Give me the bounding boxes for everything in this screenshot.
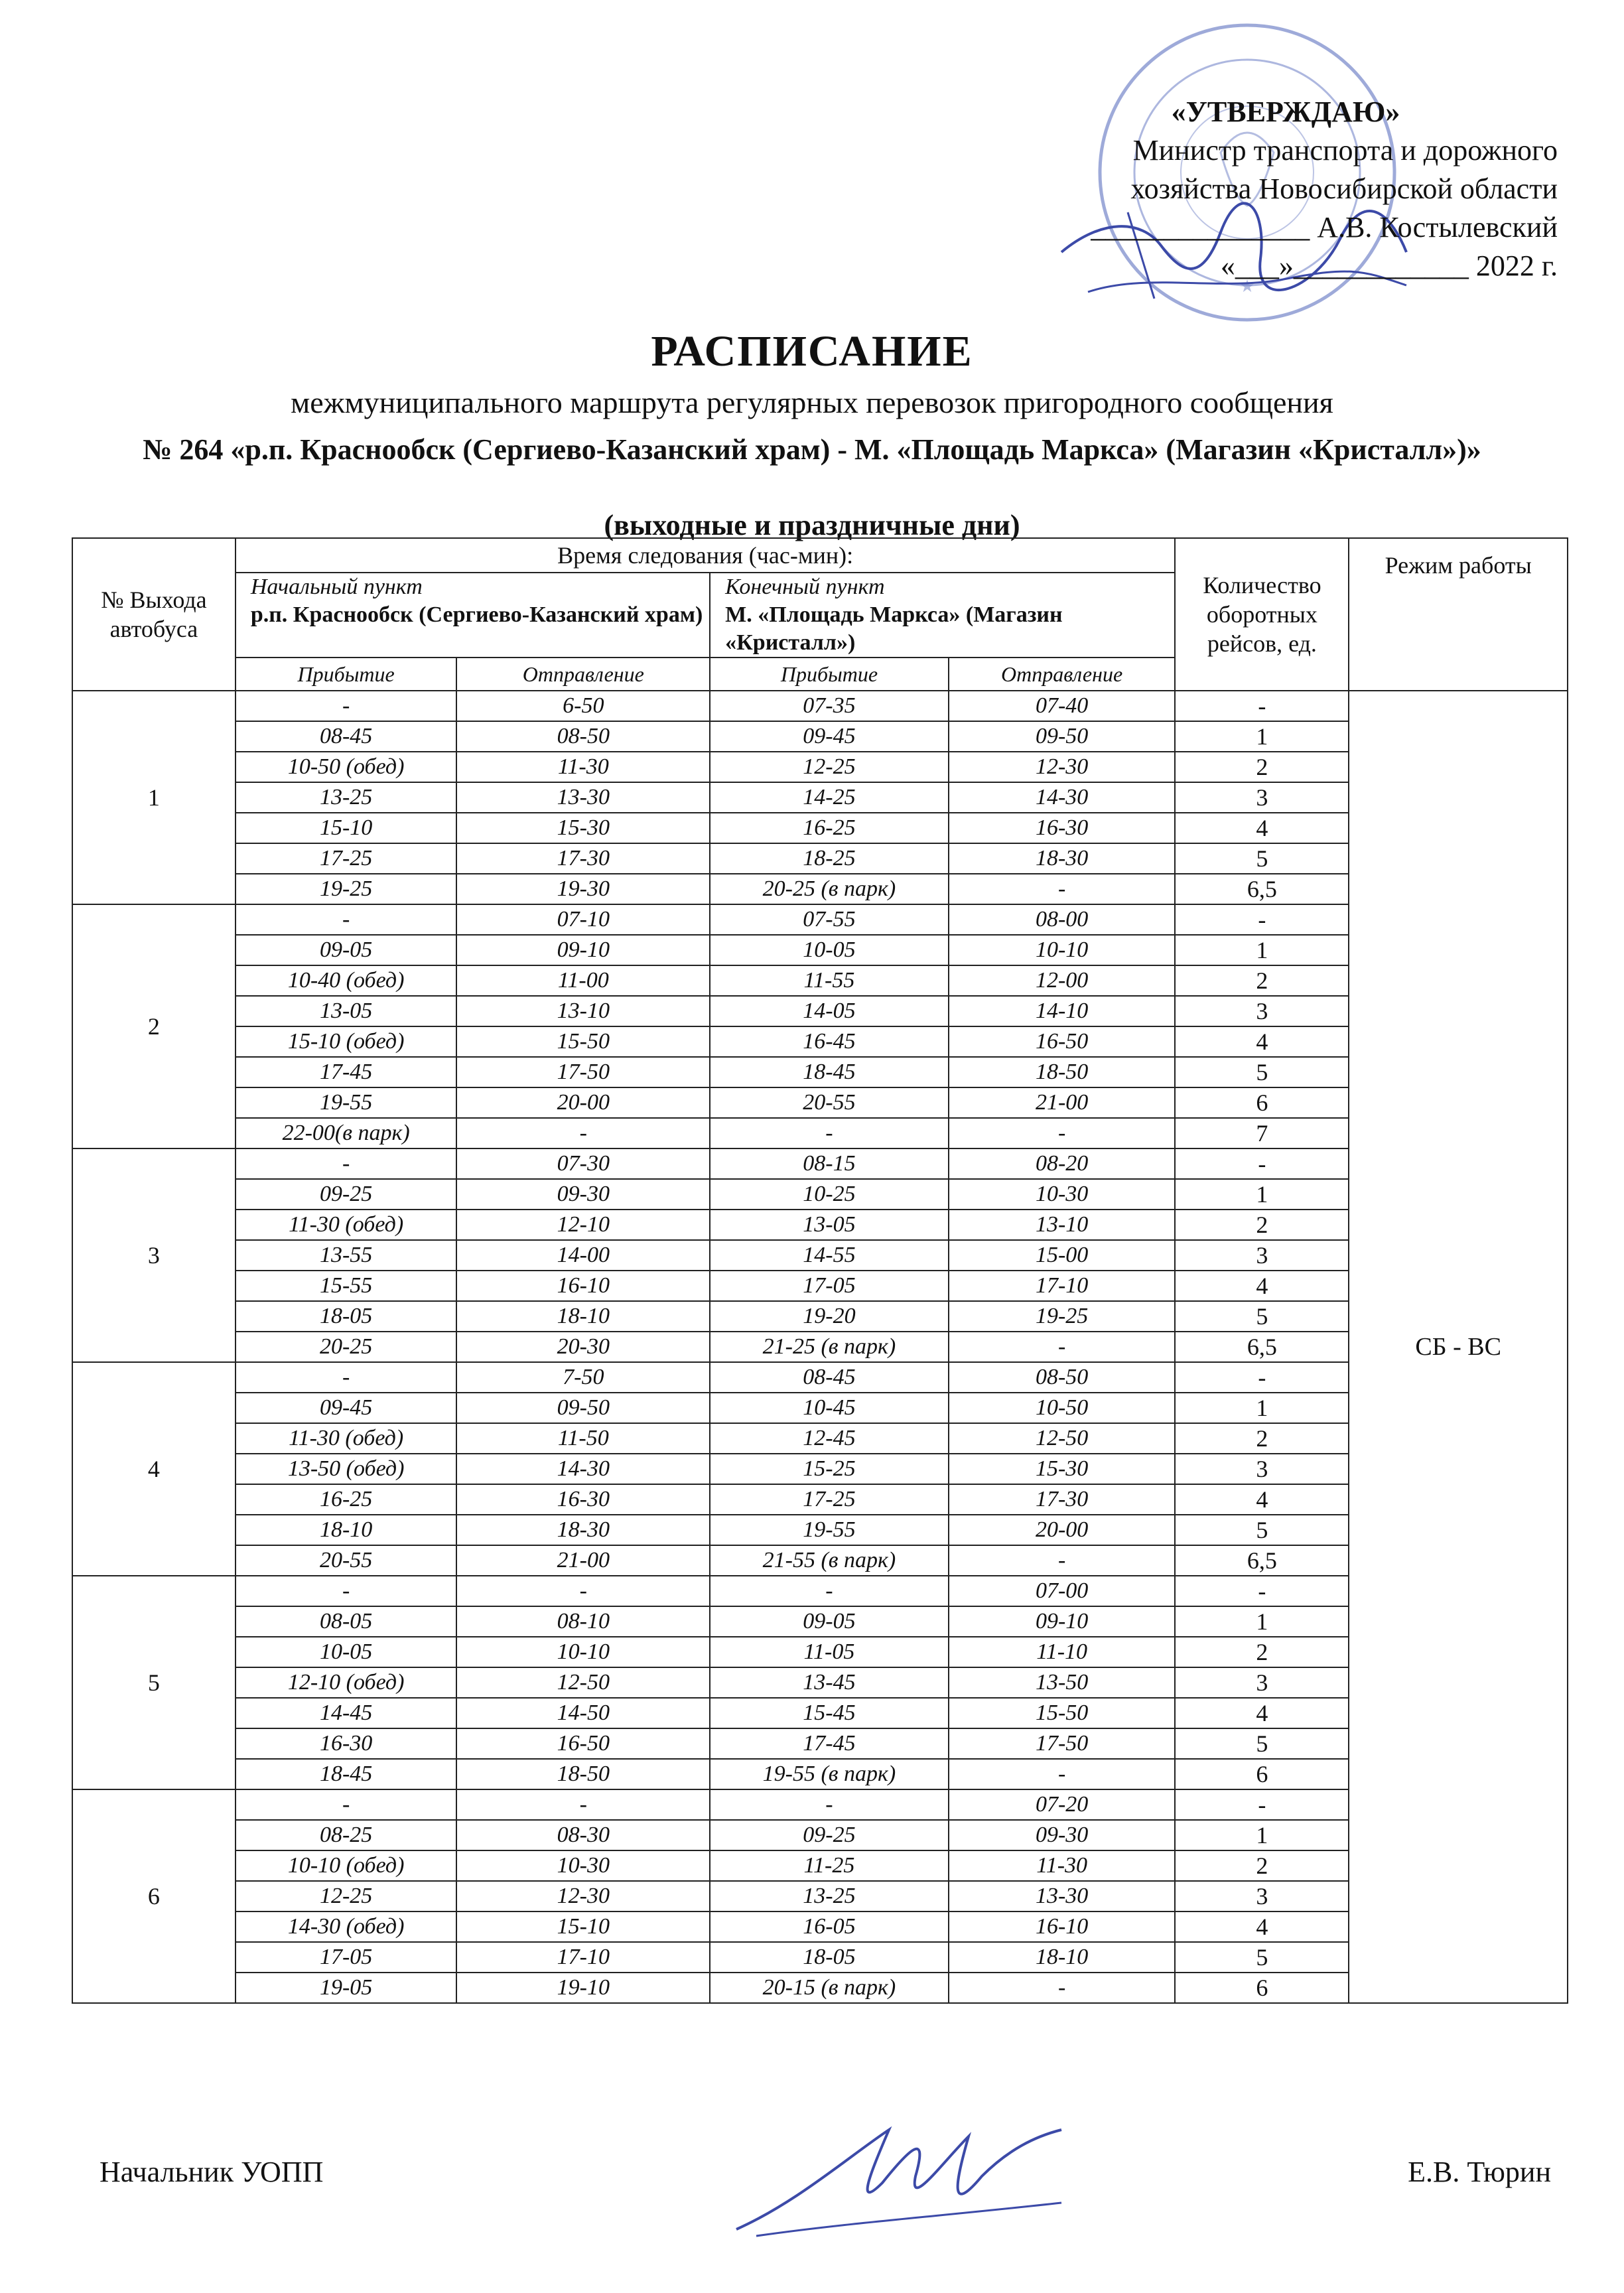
end-departure-cell: 12-50 [949, 1423, 1176, 1454]
start-departure-cell: 18-10 [456, 1301, 710, 1332]
start-arrival-cell: 12-25 [236, 1881, 457, 1911]
end-arrival-cell: 17-45 [710, 1728, 949, 1759]
trip-count-cell: 1 [1175, 1179, 1349, 1210]
start-arrival-cell: 15-55 [236, 1271, 457, 1301]
subheader-end-arrival: Прибытие [710, 658, 949, 691]
end-arrival-cell: 09-45 [710, 721, 949, 752]
start-departure-cell: 17-50 [456, 1057, 710, 1087]
start-departure-cell: 14-30 [456, 1454, 710, 1484]
end-arrival-cell: 09-05 [710, 1606, 949, 1637]
start-arrival-cell: 11-30 (обед) [236, 1210, 457, 1240]
start-departure-cell: 7-50 [456, 1362, 710, 1393]
trip-count-cell: 4 [1175, 1271, 1349, 1301]
bus-number-cell: 2 [72, 904, 236, 1148]
end-departure-cell: - [949, 1545, 1176, 1576]
end-arrival-cell: - [710, 1576, 949, 1606]
trip-count-cell: 4 [1175, 813, 1349, 843]
table-row [72, 1881, 1568, 1911]
header-start-point [236, 573, 710, 658]
trip-count-cell: 6,5 [1175, 1332, 1349, 1362]
start-departure-cell: 08-30 [456, 1820, 710, 1850]
start-departure-cell: 20-00 [456, 1087, 710, 1118]
start-arrival-cell: 09-05 [236, 935, 457, 965]
end-departure-cell: - [949, 874, 1176, 904]
start-departure-cell: 11-00 [456, 965, 710, 996]
table-row [72, 691, 1568, 721]
start-arrival-cell: 20-25 [236, 1332, 457, 1362]
table-row [72, 965, 1568, 996]
start-departure-cell: 12-30 [456, 1881, 710, 1911]
end-arrival-cell: 18-05 [710, 1942, 949, 1973]
end-arrival-cell: 11-55 [710, 965, 949, 996]
end-arrival-cell: 07-55 [710, 904, 949, 935]
start-departure-cell: 15-50 [456, 1026, 710, 1057]
start-departure-cell: 08-50 [456, 721, 710, 752]
start-departure-cell: 18-30 [456, 1515, 710, 1545]
end-departure-cell: 16-10 [949, 1911, 1176, 1942]
table-row [72, 1545, 1568, 1576]
end-arrival-cell: - [710, 1118, 949, 1148]
start-departure-cell: 11-50 [456, 1423, 710, 1454]
start-departure-cell: 19-10 [456, 1973, 710, 2003]
start-arrival-cell: 12-10 (обед) [236, 1667, 457, 1698]
trip-count-cell: 2 [1175, 1423, 1349, 1454]
head-signature [716, 2103, 1088, 2249]
end-point-name: М. «Площадь Маркса» (Магазин «Кристалл») [725, 602, 1063, 655]
start-arrival-cell: - [236, 1789, 457, 1820]
end-departure-cell: 08-20 [949, 1148, 1176, 1179]
trip-count-cell: 5 [1175, 843, 1349, 874]
header-trip-count: Количество оборотных рейсов, ед. [1175, 538, 1349, 691]
table-row [72, 1667, 1568, 1698]
end-arrival-cell: 19-55 (в парк) [710, 1759, 949, 1789]
end-departure-cell: - [949, 1973, 1176, 2003]
start-arrival-cell: 16-25 [236, 1484, 457, 1515]
bus-number-cell: 6 [72, 1789, 236, 2003]
start-point-name: р.п. Краснообск (Сергиево-Казанский храм) [250, 602, 703, 627]
end-arrival-cell: 21-25 (в парк) [710, 1332, 949, 1362]
trip-count-cell: - [1175, 1148, 1349, 1179]
end-arrival-cell: 10-25 [710, 1179, 949, 1210]
trip-count-cell: 4 [1175, 1911, 1349, 1942]
end-arrival-cell: 16-25 [710, 813, 949, 843]
start-arrival-cell: - [236, 1576, 457, 1606]
trip-count-cell: 2 [1175, 1850, 1349, 1881]
table-row [72, 1362, 1568, 1393]
start-arrival-cell: 13-50 (обед) [236, 1454, 457, 1484]
table-row [72, 1973, 1568, 2003]
start-arrival-cell: - [236, 1362, 457, 1393]
end-arrival-cell: 13-45 [710, 1667, 949, 1698]
table-row [72, 1301, 1568, 1332]
end-point-label: Конечный пункт [725, 575, 885, 599]
table-row [72, 1911, 1568, 1942]
end-arrival-cell: 11-05 [710, 1637, 949, 1667]
end-arrival-cell: 11-25 [710, 1850, 949, 1881]
approval-line-2: хозяйства Новосибирской области [1130, 173, 1558, 205]
start-departure-cell: 17-10 [456, 1942, 710, 1973]
trip-count-cell: 1 [1175, 1820, 1349, 1850]
end-arrival-cell: 19-20 [710, 1301, 949, 1332]
document-subtitle: межмуниципального маршрута регулярных перевозок пригородного сообщения [291, 385, 1333, 419]
start-departure-cell: 08-10 [456, 1606, 710, 1637]
start-departure-cell: 12-10 [456, 1210, 710, 1240]
end-departure-cell: 20-00 [949, 1515, 1176, 1545]
table-row [72, 1515, 1568, 1545]
trip-count-cell: 5 [1175, 1728, 1349, 1759]
table-row [72, 1210, 1568, 1240]
start-arrival-cell: 18-05 [236, 1301, 457, 1332]
trip-count-cell: - [1175, 1362, 1349, 1393]
end-arrival-cell: 17-25 [710, 1484, 949, 1515]
trip-count-cell: 1 [1175, 1393, 1349, 1423]
start-departure-cell: 07-30 [456, 1148, 710, 1179]
trip-count-cell: 3 [1175, 1454, 1349, 1484]
end-arrival-cell: 20-25 (в парк) [710, 874, 949, 904]
end-departure-cell: 08-00 [949, 904, 1176, 935]
start-departure-cell: 16-10 [456, 1271, 710, 1301]
start-arrival-cell: 13-25 [236, 782, 457, 813]
trip-count-cell: 3 [1175, 1881, 1349, 1911]
start-arrival-cell: 17-45 [236, 1057, 457, 1087]
trip-count-cell: 5 [1175, 1057, 1349, 1087]
bus-number-cell: 5 [72, 1576, 236, 1789]
route-name: № 264 «р.п. Краснообск (Сергиево-Казанский храм) - М. «Площадь Маркса» (Магазин «Кристалл»)» [143, 433, 1481, 466]
table-row [72, 1087, 1568, 1118]
trip-count-cell: 7 [1175, 1118, 1349, 1148]
trip-count-cell: 3 [1175, 1667, 1349, 1698]
start-arrival-cell: 10-40 (обед) [236, 965, 457, 996]
start-departure-cell: 09-30 [456, 1179, 710, 1210]
end-departure-cell: 10-50 [949, 1393, 1176, 1423]
end-departure-cell: 17-50 [949, 1728, 1176, 1759]
table-row [72, 843, 1568, 874]
end-arrival-cell: 10-05 [710, 935, 949, 965]
trip-count-cell: 6 [1175, 1973, 1349, 2003]
start-arrival-cell: 10-10 (обед) [236, 1850, 457, 1881]
table-row [72, 782, 1568, 813]
table-row [72, 1576, 1568, 1606]
subheader-start-departure: Отправление [456, 658, 710, 691]
trip-count-cell: 3 [1175, 996, 1349, 1026]
trip-count-cell: 5 [1175, 1515, 1349, 1545]
trip-count-cell: - [1175, 904, 1349, 935]
table-row [72, 1148, 1568, 1179]
trip-count-cell: 5 [1175, 1942, 1349, 1973]
start-departure-cell: 11-30 [456, 752, 710, 782]
start-arrival-cell: 08-45 [236, 721, 457, 752]
end-departure-cell: 07-20 [949, 1789, 1176, 1820]
start-arrival-cell: 18-10 [236, 1515, 457, 1545]
end-arrival-cell: 21-55 (в парк) [710, 1545, 949, 1576]
approval-line-3: _______________ А.В. Костылевский [1091, 211, 1558, 243]
end-departure-cell: 14-10 [949, 996, 1176, 1026]
end-arrival-cell: 13-05 [710, 1210, 949, 1240]
trip-count-cell: 1 [1175, 721, 1349, 752]
start-departure-cell: 16-50 [456, 1728, 710, 1759]
start-arrival-cell: 15-10 [236, 813, 457, 843]
trip-count-cell: 2 [1175, 1210, 1349, 1240]
end-arrival-cell: 15-25 [710, 1454, 949, 1484]
end-departure-cell: 10-30 [949, 1179, 1176, 1210]
end-departure-cell: 12-30 [949, 752, 1176, 782]
start-point-label: Начальный пункт [250, 575, 423, 599]
trip-count-cell: 4 [1175, 1026, 1349, 1057]
subheader-start-arrival: Прибытие [236, 658, 457, 691]
end-arrival-cell: 19-55 [710, 1515, 949, 1545]
end-departure-cell: 18-10 [949, 1942, 1176, 1973]
start-departure-cell: 14-00 [456, 1240, 710, 1271]
end-arrival-cell: 13-25 [710, 1881, 949, 1911]
start-departure-cell: - [456, 1576, 710, 1606]
start-departure-cell: 15-30 [456, 813, 710, 843]
start-arrival-cell: - [236, 1148, 457, 1179]
table-row [72, 996, 1568, 1026]
end-departure-cell: 10-10 [949, 935, 1176, 965]
table-row [72, 721, 1568, 752]
footer-name: Е.В. Тюрин [1408, 2156, 1551, 2188]
end-departure-cell: - [949, 1332, 1176, 1362]
table-row [72, 1698, 1568, 1728]
start-arrival-cell: 22-00(в парк) [236, 1118, 457, 1148]
start-departure-cell: 16-30 [456, 1484, 710, 1515]
bus-number-cell: 3 [72, 1148, 236, 1362]
table-row [72, 1820, 1568, 1850]
start-arrival-cell: - [236, 904, 457, 935]
trip-count-cell: - [1175, 1576, 1349, 1606]
end-arrival-cell: 14-05 [710, 996, 949, 1026]
trip-count-cell: 2 [1175, 1637, 1349, 1667]
end-arrival-cell: 15-45 [710, 1698, 949, 1728]
start-arrival-cell: 10-05 [236, 1637, 457, 1667]
table-row [72, 1637, 1568, 1667]
end-arrival-cell: 10-45 [710, 1393, 949, 1423]
end-departure-cell: 16-50 [949, 1026, 1176, 1057]
table-row [72, 1728, 1568, 1759]
end-departure-cell: 16-30 [949, 813, 1176, 843]
end-departure-cell: 09-30 [949, 1820, 1176, 1850]
trip-count-cell: 5 [1175, 1301, 1349, 1332]
start-arrival-cell: 08-25 [236, 1820, 457, 1850]
trip-count-cell: 6 [1175, 1759, 1349, 1789]
end-arrival-cell: 12-45 [710, 1423, 949, 1454]
approval-line-4: «___»____________ 2022 г. [1220, 249, 1558, 282]
end-departure-cell: - [949, 1118, 1176, 1148]
end-departure-cell: 13-30 [949, 1881, 1176, 1911]
bus-number-cell: 4 [72, 1362, 236, 1576]
table-row [72, 1484, 1568, 1515]
start-arrival-cell: 10-50 (обед) [236, 752, 457, 782]
start-departure-cell: 19-30 [456, 874, 710, 904]
trip-count-cell: 3 [1175, 782, 1349, 813]
start-departure-cell: 20-30 [456, 1332, 710, 1362]
header-work-mode: Режим работы [1349, 538, 1568, 691]
start-departure-cell: - [456, 1118, 710, 1148]
start-arrival-cell: 14-30 (обед) [236, 1911, 457, 1942]
start-arrival-cell: 11-30 (обед) [236, 1423, 457, 1454]
end-departure-cell: 07-00 [949, 1576, 1176, 1606]
start-arrival-cell: 09-25 [236, 1179, 457, 1210]
start-arrival-cell: 15-10 (обед) [236, 1026, 457, 1057]
start-departure-cell: 12-50 [456, 1667, 710, 1698]
svg-text:★: ★ [1239, 277, 1255, 297]
end-departure-cell: 15-00 [949, 1240, 1176, 1271]
end-arrival-cell: 17-05 [710, 1271, 949, 1301]
table-row [72, 935, 1568, 965]
start-departure-cell: 13-30 [456, 782, 710, 813]
table-row [72, 1057, 1568, 1087]
trip-count-cell: 6 [1175, 1087, 1349, 1118]
end-departure-cell: 13-50 [949, 1667, 1176, 1698]
end-arrival-cell: 14-55 [710, 1240, 949, 1271]
table-row [72, 752, 1568, 782]
end-arrival-cell: 08-45 [710, 1362, 949, 1393]
start-arrival-cell: 17-25 [236, 843, 457, 874]
start-departure-cell: - [456, 1789, 710, 1820]
end-departure-cell: 17-10 [949, 1271, 1176, 1301]
table-row [72, 1179, 1568, 1210]
end-arrival-cell: 07-35 [710, 691, 949, 721]
end-departure-cell: 11-30 [949, 1850, 1176, 1881]
start-arrival-cell: 13-55 [236, 1240, 457, 1271]
trip-count-cell: 2 [1175, 965, 1349, 996]
approval-block [1027, 93, 1558, 285]
work-mode-cell: СБ - ВС [1349, 691, 1568, 2003]
table-row [72, 1118, 1568, 1148]
table-row [72, 1850, 1568, 1881]
table-row [72, 1271, 1568, 1301]
trip-count-cell: - [1175, 1789, 1349, 1820]
approval-line-1: Министр транспорта и дорожного [1132, 134, 1558, 167]
approval-header: «УТВЕРЖДАЮ» [1171, 96, 1400, 128]
start-departure-cell: 07-10 [456, 904, 710, 935]
header-end-point [710, 573, 1175, 658]
end-arrival-cell: 12-25 [710, 752, 949, 782]
start-arrival-cell: 16-30 [236, 1728, 457, 1759]
end-arrival-cell: 18-25 [710, 843, 949, 874]
document-title: РАСПИСАНИЕ [651, 327, 973, 376]
end-departure-cell: 15-30 [949, 1454, 1176, 1484]
schedule-body [72, 691, 1568, 2003]
trip-count-cell: - [1175, 691, 1349, 721]
end-arrival-cell: 09-25 [710, 1820, 949, 1850]
trip-count-cell: 4 [1175, 1484, 1349, 1515]
table-row [72, 1454, 1568, 1484]
start-departure-cell: 15-10 [456, 1911, 710, 1942]
trip-count-cell: 1 [1175, 1606, 1349, 1637]
trip-count-cell: 1 [1175, 935, 1349, 965]
start-departure-cell: 21-00 [456, 1545, 710, 1576]
end-departure-cell: 18-30 [949, 843, 1176, 874]
table-row [72, 874, 1568, 904]
start-departure-cell: 17-30 [456, 843, 710, 874]
start-arrival-cell: 09-45 [236, 1393, 457, 1423]
bus-number-cell: 1 [72, 691, 236, 904]
start-departure-cell: 13-10 [456, 996, 710, 1026]
header-bus-number: № Выхода автобуса [72, 538, 236, 691]
end-arrival-cell: 18-45 [710, 1057, 949, 1087]
start-arrival-cell: 19-25 [236, 874, 457, 904]
end-departure-cell: 18-50 [949, 1057, 1176, 1087]
trip-count-cell: 2 [1175, 752, 1349, 782]
start-arrival-cell: 19-05 [236, 1973, 457, 2003]
end-arrival-cell: 20-55 [710, 1087, 949, 1118]
end-arrival-cell: 14-25 [710, 782, 949, 813]
end-departure-cell: 21-00 [949, 1087, 1176, 1118]
start-arrival-cell: 18-45 [236, 1759, 457, 1789]
end-departure-cell: 09-50 [949, 721, 1176, 752]
end-departure-cell: 13-10 [949, 1210, 1176, 1240]
end-departure-cell: 12-00 [949, 965, 1176, 996]
start-arrival-cell: 14-45 [236, 1698, 457, 1728]
table-row [72, 1942, 1568, 1973]
trip-count-cell: 4 [1175, 1698, 1349, 1728]
end-departure-cell: 07-40 [949, 691, 1176, 721]
end-arrival-cell: - [710, 1789, 949, 1820]
start-departure-cell: 14-50 [456, 1698, 710, 1728]
subheader-end-departure: Отправление [949, 658, 1176, 691]
table-row [72, 1423, 1568, 1454]
end-arrival-cell: 16-05 [710, 1911, 949, 1942]
end-departure-cell: - [949, 1759, 1176, 1789]
start-arrival-cell: 20-55 [236, 1545, 457, 1576]
end-departure-cell: 09-10 [949, 1606, 1176, 1637]
start-arrival-cell: 13-05 [236, 996, 457, 1026]
schedule-table [72, 537, 1568, 2004]
start-departure-cell: 6-50 [456, 691, 710, 721]
table-row [72, 813, 1568, 843]
start-arrival-cell: 08-05 [236, 1606, 457, 1637]
start-arrival-cell: 17-05 [236, 1942, 457, 1973]
table-row [72, 1789, 1568, 1820]
trip-count-cell: 6,5 [1175, 874, 1349, 904]
days-note: (выходные и праздничные дни) [604, 509, 1020, 541]
end-departure-cell: 19-25 [949, 1301, 1176, 1332]
end-arrival-cell: 08-15 [710, 1148, 949, 1179]
footer-position: Начальник УОПП [100, 2156, 324, 2188]
trip-count-cell: 6,5 [1175, 1545, 1349, 1576]
end-departure-cell: 15-50 [949, 1698, 1176, 1728]
start-departure-cell: 09-50 [456, 1393, 710, 1423]
end-departure-cell: 17-30 [949, 1484, 1176, 1515]
table-row [72, 904, 1568, 935]
start-arrival-cell: 19-55 [236, 1087, 457, 1118]
start-departure-cell: 18-50 [456, 1759, 710, 1789]
end-arrival-cell: 16-45 [710, 1026, 949, 1057]
end-arrival-cell: 20-15 (в парк) [710, 1973, 949, 2003]
table-row [72, 1332, 1568, 1362]
table-row [72, 1240, 1568, 1271]
start-arrival-cell: - [236, 691, 457, 721]
table-row [72, 1759, 1568, 1789]
end-departure-cell: 14-30 [949, 782, 1176, 813]
header-travel-time: Время следования (час-мин): [236, 538, 1176, 573]
end-departure-cell: 11-10 [949, 1637, 1176, 1667]
start-departure-cell: 10-10 [456, 1637, 710, 1667]
end-departure-cell: 08-50 [949, 1362, 1176, 1393]
table-row [72, 1606, 1568, 1637]
table-row [72, 1026, 1568, 1057]
table-row [72, 1393, 1568, 1423]
start-departure-cell: 10-30 [456, 1850, 710, 1881]
trip-count-cell: 3 [1175, 1240, 1349, 1271]
start-departure-cell: 09-10 [456, 935, 710, 965]
